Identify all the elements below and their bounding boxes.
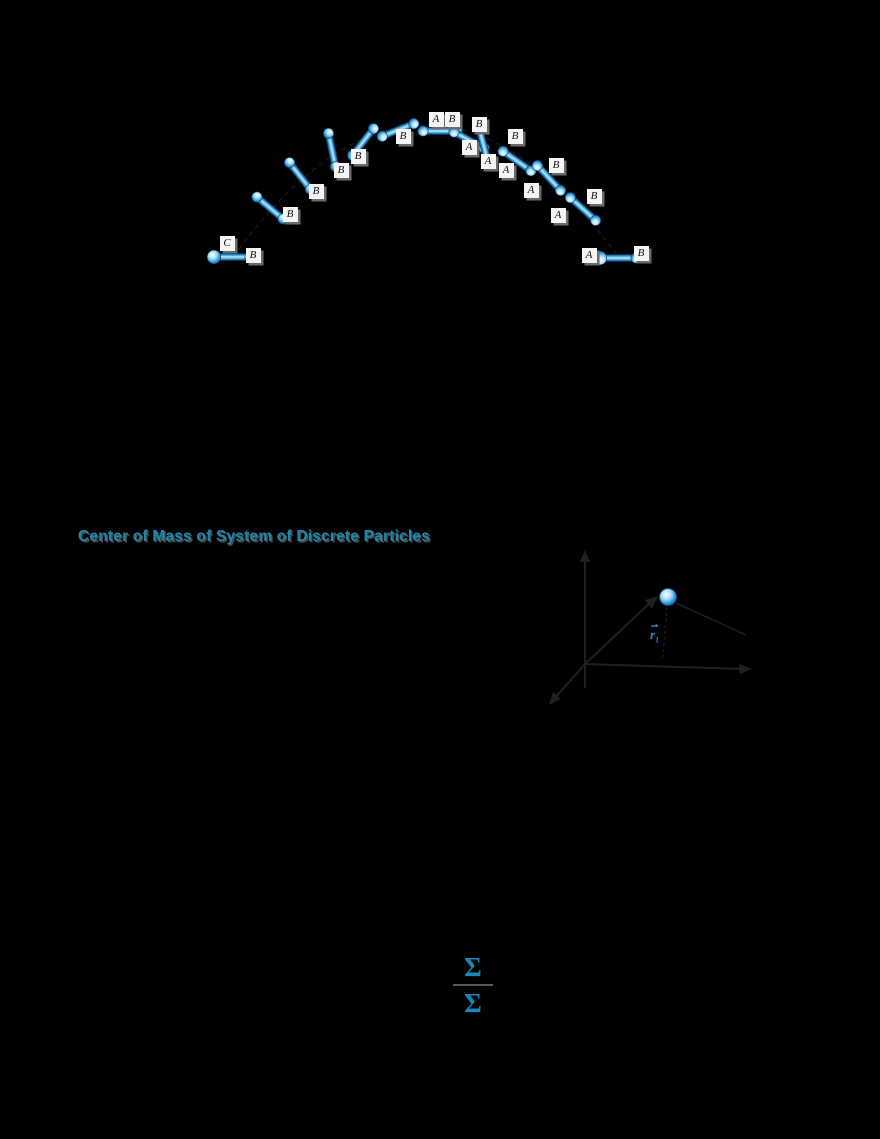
baton-end-label-b: B (587, 189, 602, 204)
baton-end-label-a: A (524, 183, 539, 198)
baton-end-label-b: B (549, 158, 564, 173)
baton-end-label-a: A (481, 154, 496, 169)
baton-end-label-c: C (220, 236, 235, 251)
baton-end-label-b: B (445, 112, 460, 127)
sigma-denominator: Σ (464, 988, 482, 1018)
baton-end-label-b: B (309, 184, 324, 199)
sigma-numerator: Σ (464, 952, 482, 982)
baton-end-label-a: A (429, 112, 444, 127)
x-axis-arrowhead (739, 664, 752, 674)
x-axis (585, 664, 744, 669)
baton-end-label-b: B (334, 163, 349, 178)
position-vector-label: ⇀ $r_1$ (650, 621, 660, 645)
z-axis (554, 664, 585, 699)
fraction-bar (453, 984, 493, 986)
baton-end-label-b: B (351, 149, 366, 164)
particle-ball (660, 589, 677, 606)
baton-end-label-b: B (634, 246, 649, 261)
baton-end-label-b: B (246, 248, 261, 263)
baton-end-label-a: A (499, 163, 514, 178)
y-axis-arrowhead (580, 550, 590, 562)
baton-end-label-a: A (462, 140, 477, 155)
baton-end-label-b: B (396, 129, 411, 144)
projection-line-2 (676, 603, 746, 635)
section-heading: Center of Mass of System of Discrete Particles (78, 528, 431, 545)
baton-end-label-b: B (283, 207, 298, 222)
baton-end-label-b: B (508, 129, 523, 144)
projection-line (663, 607, 667, 657)
baton-end-label-a: A (582, 248, 597, 263)
baton-end-label-b: B (472, 117, 487, 132)
equation-sigma-fraction (450, 952, 496, 1018)
vector-arrow-accent: ⇀ (650, 621, 659, 631)
baton-end-label-a: A (551, 208, 566, 223)
position-vector (585, 601, 652, 664)
